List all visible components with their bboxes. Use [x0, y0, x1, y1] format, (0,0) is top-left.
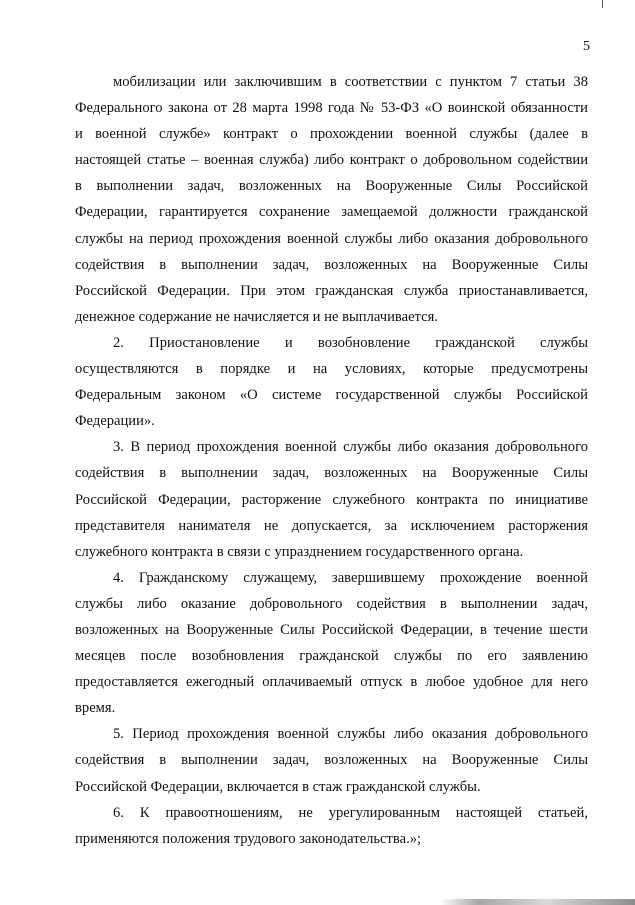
- paragraph-line: содействия в выполнении задач, возложенных на Вооруженные Силы: [75, 752, 588, 769]
- paragraph-line: месяцев после возобновления гражданской службы по его заявлению: [75, 648, 588, 665]
- paragraph: [75, 721, 588, 799]
- paragraph: [75, 330, 588, 434]
- paragraph-line: предоставляется ежегодный оплачиваемый отпуск в любое удобное для него: [75, 674, 588, 691]
- paragraph-line: 2. Приостановление и возобновление гражданской службы: [113, 334, 588, 351]
- paragraph-line: Федерального закона от 28 марта 1998 года № 53-ФЗ «О воинской обязанности: [75, 100, 588, 117]
- paragraph-line: и военной службе» контракт о прохождении военной службы (далее в: [75, 126, 588, 143]
- paragraph-line: представителя нанимателя не допускается, за исключением расторжения: [75, 517, 588, 534]
- paragraph: [75, 69, 588, 330]
- paragraph-line: настоящей статье – военная служба) либо контракт о добровольном содействии: [75, 152, 588, 169]
- paragraph-line: служебного контракта в связи с упразднением государственного органа.: [75, 543, 524, 560]
- paragraph-line: 6. К правоотношениям, не урегулированным настоящей статьей,: [113, 804, 588, 821]
- paragraph-line: применяются положения трудового законодательства.»;: [75, 830, 422, 847]
- paragraph: [75, 565, 588, 722]
- paragraph-line: Российской Федерации. При этом гражданская служба приостанавливается,: [75, 282, 588, 299]
- corner-mark: [602, 0, 603, 8]
- document-body: [75, 69, 588, 852]
- paragraph-line: мобилизации или заключившим в соответствии с пунктом 7 статьи 38: [113, 74, 588, 90]
- paragraph: [75, 800, 588, 852]
- paragraph-line: 5. Период прохождения военной службы либо оказания добровольного: [113, 726, 588, 743]
- paragraph-line: содействия в выполнении задач, возложенных на Вооруженные Силы: [75, 465, 588, 482]
- paragraph-line: 4. Гражданскому служащему, завершившему прохождение военной: [113, 569, 588, 586]
- paragraph-line: время.: [75, 700, 116, 717]
- paragraph-line: Федерации».: [75, 413, 155, 430]
- paragraph-line: Федеральным законом «О системе государственной службы Российской: [75, 387, 588, 404]
- paragraph-line: осуществляются в порядке и на условиях, которые предусмотрены: [75, 361, 588, 378]
- paragraph-line: службы на период прохождения военной службы либо оказания добровольного: [75, 230, 588, 247]
- paragraph-line: денежное содержание не начисляется и не выплачивается.: [75, 308, 438, 325]
- paragraph-line: Российской Федерации, включается в стаж гражданской службы.: [75, 778, 481, 795]
- paragraph-line: 3. В период прохождения военной службы либо оказания добровольного: [113, 439, 588, 456]
- paragraph-line: службы либо оказание добровольного содействия в выполнении задач,: [75, 595, 588, 612]
- paragraph-line: содействия в выполнении задач, возложенных на Вооруженные Силы: [75, 256, 588, 273]
- paragraph-line: Российской Федерации, расторжение служебного контракта по инициативе: [75, 491, 588, 508]
- paragraph: [75, 434, 588, 564]
- paragraph-line: в выполнении задач, возложенных на Вооруженные Силы Российской: [75, 178, 588, 195]
- paragraph-line: возложенных на Вооруженные Силы Российской Федерации, в течение шести: [75, 621, 588, 638]
- paragraph-line: Федерации, гарантируется сохранение замещаемой должности гражданской: [75, 204, 588, 221]
- page-number: 5: [583, 39, 590, 54]
- scan-artifact: [440, 899, 635, 905]
